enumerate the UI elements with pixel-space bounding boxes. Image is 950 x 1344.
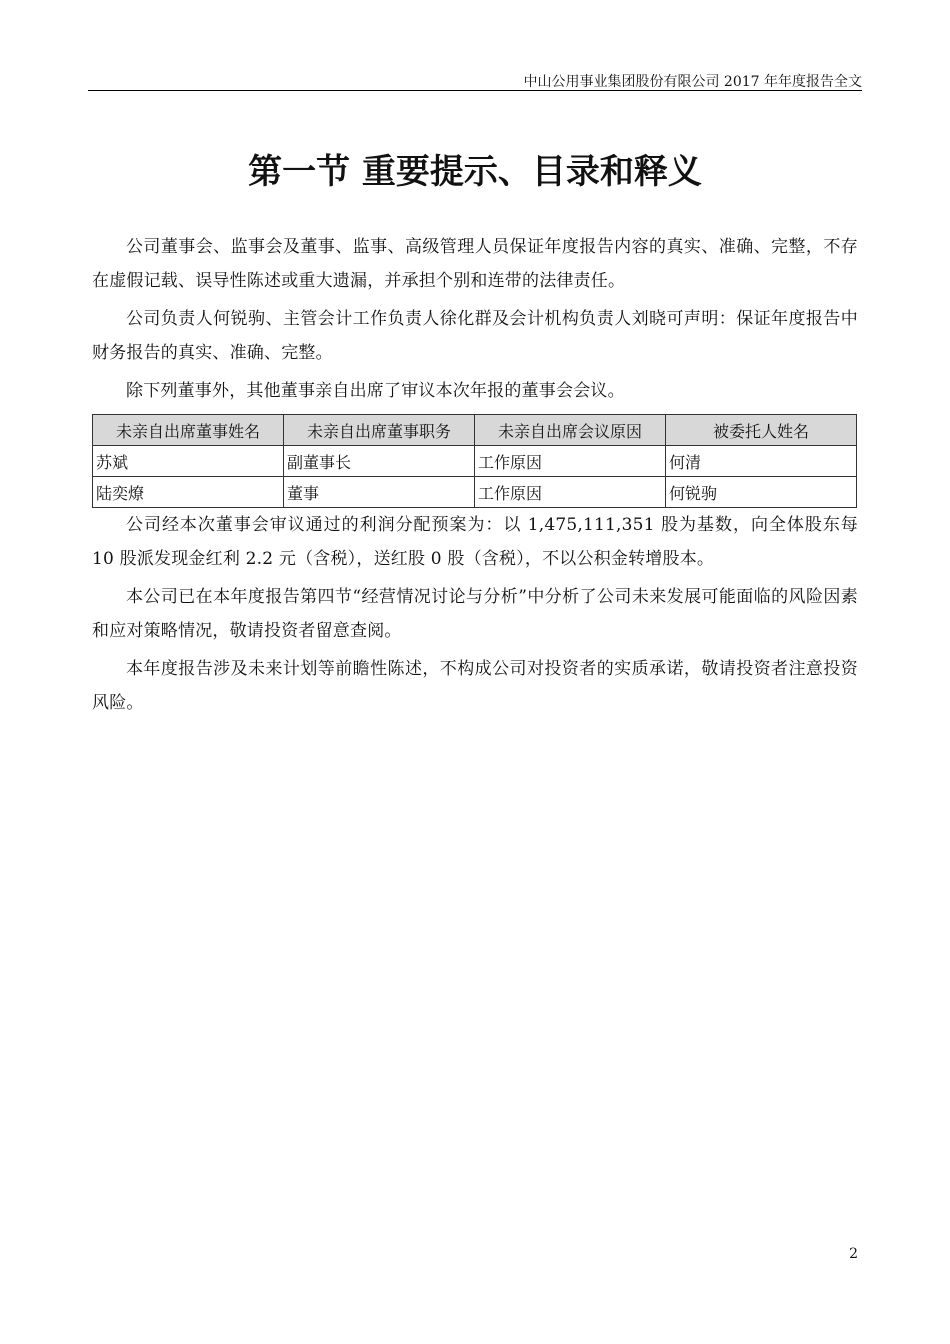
absent-directors-table xyxy=(92,414,857,508)
section-title: 第一节 重要提示、目录和释义 xyxy=(248,152,702,192)
table-cell: 工作原因 xyxy=(475,477,666,508)
table-header-row xyxy=(93,415,857,446)
table-header-cell: 未亲自出席会议原因 xyxy=(475,415,666,446)
table-cell: 何清 xyxy=(666,446,857,477)
table-cell: 何锐驹 xyxy=(666,477,857,508)
paragraph-attendance: 除下列董事外，其他董事亲自出席了审议本次年报的董事会会议。 xyxy=(126,381,625,401)
table-row xyxy=(93,477,857,508)
document-body xyxy=(92,230,858,720)
paragraph-forward-looking: 本年度报告涉及未来计划等前瞻性陈述，不构成公司对投资者的实质承诺，敬请投资者注意投资风险。 xyxy=(92,659,858,713)
header-divider xyxy=(88,90,862,91)
table-cell: 陆奕燎 xyxy=(93,477,284,508)
page-number: 2 xyxy=(849,1246,858,1262)
paragraph-risk-factors: 本公司已在本年度报告第四节“经营情况讨论与分析”中分析了公司未来发展可能面临的风险因素和应对策略情况，敬请投资者留意查阅。 xyxy=(92,587,858,641)
table-cell: 工作原因 xyxy=(475,446,666,477)
table-cell: 董事 xyxy=(284,477,475,508)
paragraph-responsible-statement: 公司负责人何锐驹、主管会计工作负责人徐化群及会计机构负责人刘晓可声明：保证年度报告中财务报告的真实、准确、完整。 xyxy=(92,309,858,363)
table-cell: 副董事长 xyxy=(284,446,475,477)
table-row xyxy=(93,446,857,477)
table-cell: 苏斌 xyxy=(93,446,284,477)
table-header-cell: 未亲自出席董事职务 xyxy=(284,415,475,446)
table-header-cell: 未亲自出席董事姓名 xyxy=(93,415,284,446)
table-header-cell: 被委托人姓名 xyxy=(666,415,857,446)
paragraph-board-guarantee: 公司董事会、监事会及董事、监事、高级管理人员保证年度报告内容的真实、准确、完整，不存在虚假记载、误导性陈述或重大遗漏，并承担个别和连带的法律责任。 xyxy=(92,237,858,291)
page-header: 中山公用事业集团股份有限公司 2017 年年度报告全文 xyxy=(523,74,862,90)
paragraph-profit-distribution: 公司经本次董事会审议通过的利润分配预案为：以 1,475,111,351 股为基数，向全体股东每 10 股派发现金红利 2.2 元（含税），送红股 0 股（含税），不以公积金转增股本。 xyxy=(92,515,858,569)
